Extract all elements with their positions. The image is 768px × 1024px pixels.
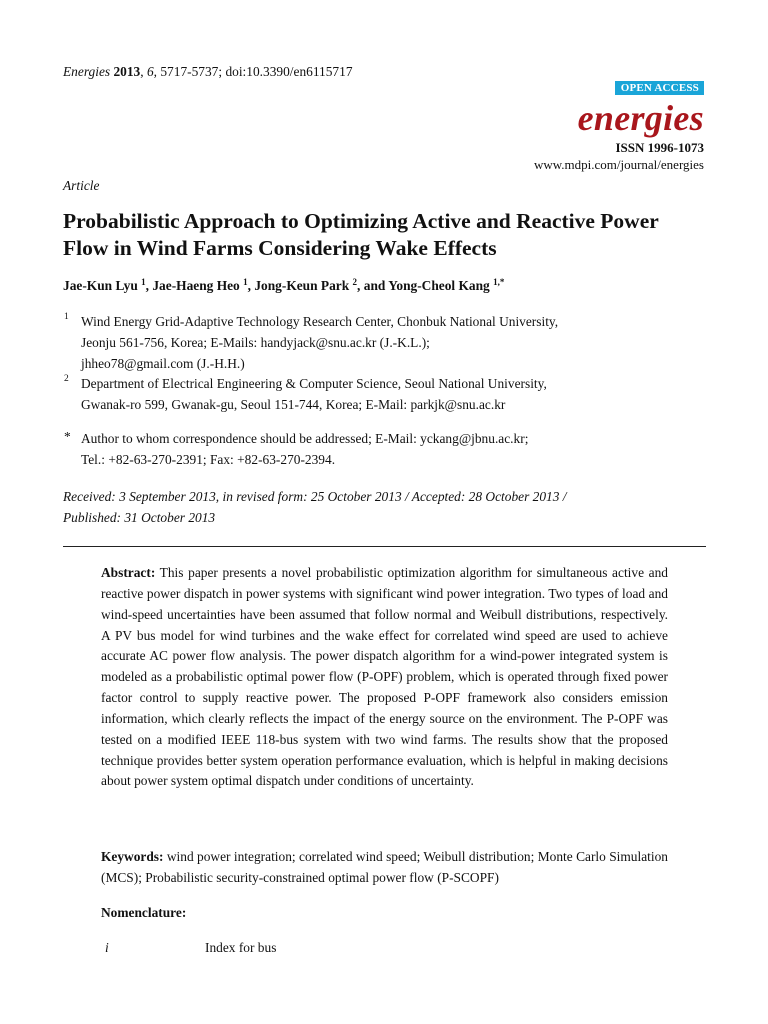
article-title: Probabilistic Approach to Optimizing Active and Reactive Power Flow in Wind Farms Considering Wake Effects: [63, 209, 659, 260]
journal-url[interactable]: www.mdpi.com/journal/energies: [533, 157, 704, 172]
volume-number: 6: [146, 64, 154, 79]
citation-line: Energies 2013, 6, 5717-5737; doi:10.3390/en6115717: [63, 64, 353, 79]
author-name: Yong-Cheol Kang: [388, 278, 490, 293]
affiliation-1: [81, 312, 641, 374]
affiliation-2: [81, 374, 641, 416]
affiliation-mark: 2: [64, 374, 69, 384]
author-affiliation-mark: 2: [352, 277, 358, 287]
issn: ISSN 1996-1073: [615, 140, 704, 155]
section-divider: [63, 546, 706, 547]
author-list: [63, 277, 504, 294]
affiliation-line: Wind Energy Grid-Adaptive Technology Research Center, Chonbuk National University,: [81, 314, 559, 329]
nomenclature-definition: Index for bus: [205, 940, 277, 955]
affiliation-line: Gwanak-ro 599, Gwanak-gu, Seoul 151-744, Korea; E-Mail: parkjk@snu.ac.kr: [81, 396, 506, 412]
author-affiliation-mark: [493, 277, 504, 287]
history-line: Received: 3 September 2013, in revised form: 25 October 2013 / Accepted: 28 October 2013 /: [63, 489, 567, 504]
keywords-label: Keywords:: [101, 849, 164, 864]
author-name: Jae-Haeng Heo: [152, 278, 240, 293]
affiliation-line: jhheo78@gmail.com (J.-H.H.): [81, 355, 245, 371]
publication-history: [63, 486, 708, 528]
correspondence-line: Tel.: +82-63-270-2391; Fax: +82-63-270-2394.: [81, 451, 336, 467]
correspondence-line: Author to whom correspondence should be addressed; E-Mail: yckang@jbnu.ac.kr;: [81, 431, 529, 446]
abstract-label: Abstract:: [101, 565, 156, 580]
pages-doi: , 5717-5737; doi:10.3390/en6115717: [153, 64, 353, 79]
affiliation-line: Department of Electrical Engineering & Computer Science, Seoul National University,: [81, 376, 547, 391]
author-affiliation-number: 1,: [493, 277, 500, 287]
nomenclature-heading: Nomenclature:: [101, 905, 187, 920]
history-line: Published: 31 October 2013: [63, 510, 216, 525]
correspondence-mark: *: [64, 429, 71, 444]
author-affiliation-mark: 1: [141, 277, 146, 287]
abstract-text: This paper presents a novel probabilistic optimization algorithm for simultaneous active and reactive power dispatch in power systems with significant wind power integration. Two types of load and wind-speed uncertainties have been assumed that follow normal and Weibull distributions, respectively. A PV bus model for wind turbines and the wake effect for correlated wind speed are used to achieve accurate AC power flow analysis. The power dispatch algorithm for a wind-power integrated system is modeled as a probabilistic optimal power flow (P-OPF) problem, which is operated through fixed power factor control to supply reactive power. The proposed P-OPF framework also considers emission information, which clearly reflects the impact of the energy source on the environment. The P-OPF was tested on a modified IEEE 118-bus system with two wind farms. The results show that the proposed technique provides better system operation performance evaluation, which is helpful in making decisions about power system optimal dispatch under conditions of uncertainty.: [101, 565, 668, 789]
journal-logo: energies: [577, 98, 704, 138]
corresponding-author-mark: *: [499, 277, 505, 287]
affiliation-line: Jeonju 561-756, Korea; E-Mails: handyjack@snu.ac.kr (J.-K.L.);: [81, 334, 430, 350]
author-affiliation-mark: 1: [243, 277, 248, 287]
affiliation-mark: 1: [64, 312, 69, 322]
author-separator: ,: [247, 278, 255, 293]
publication-year: 2013: [113, 64, 141, 79]
keywords-text: wind power integration; correlated wind speed; Weibull distribution; Monte Carlo Simulation (MCS); Probabilistic security-constrained optimal power flow (P-SCOPF): [101, 849, 668, 885]
author-name: Jong-Keun Park: [254, 278, 350, 293]
nomenclature-symbol: i: [105, 940, 109, 955]
author-separator: , and: [357, 278, 389, 293]
journal-name: Energies: [63, 64, 111, 79]
author-name: Jae-Kun Lyu: [63, 278, 138, 293]
article-type: Article: [63, 178, 100, 193]
keywords: [101, 847, 668, 889]
abstract: [101, 563, 668, 792]
open-access-badge: OPEN ACCESS: [615, 81, 704, 95]
author-separator: ,: [145, 278, 153, 293]
correspondence-note: [81, 429, 641, 471]
